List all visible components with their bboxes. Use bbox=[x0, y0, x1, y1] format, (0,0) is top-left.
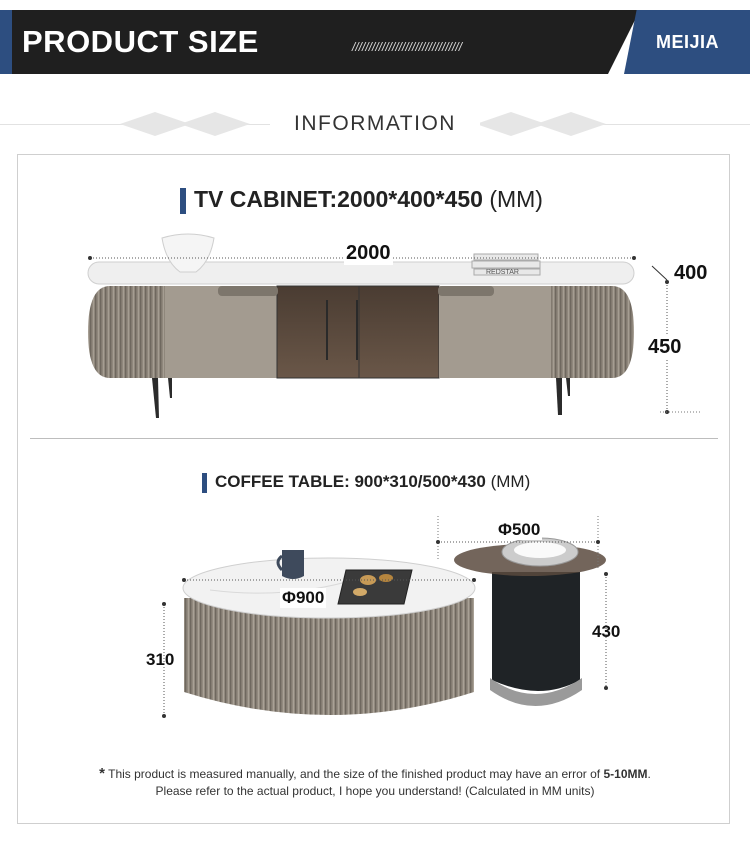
cabinet-glass-door-right bbox=[359, 286, 439, 378]
coffee-table-title: COFFEE TABLE: 900*310/500*430 bbox=[215, 472, 486, 491]
glass-handle-left bbox=[326, 300, 328, 360]
big-diameter-label: Φ900 bbox=[282, 588, 325, 607]
glass-handle-right bbox=[356, 300, 358, 360]
small-height-label: 430 bbox=[592, 622, 621, 641]
small-diameter-label: Φ500 bbox=[498, 520, 541, 539]
mug bbox=[282, 550, 304, 579]
big-height-label: 310 bbox=[146, 650, 175, 669]
section-divider bbox=[30, 438, 718, 439]
cabinet-handle-right bbox=[438, 286, 494, 296]
disclaimer-line-1 bbox=[0, 765, 750, 782]
cabinet-left-end bbox=[88, 286, 165, 378]
cabinet-leg-3 bbox=[556, 378, 562, 415]
tv-depth-label: 400 bbox=[674, 262, 708, 284]
information-heading: INFORMATION bbox=[270, 112, 480, 136]
tv-length-label: 2000 bbox=[346, 242, 391, 264]
heading-bar bbox=[180, 188, 186, 214]
heading-bar bbox=[202, 473, 207, 493]
asterisk-icon: * bbox=[99, 765, 105, 782]
cabinet-handle-left bbox=[218, 286, 278, 296]
diamond-decoration-left-1 bbox=[120, 112, 190, 136]
tv-cabinet-title: TV CABINET:2000*400*450 bbox=[194, 186, 483, 212]
disclaimer-error-range: 5-10MM bbox=[603, 767, 648, 781]
coffee-table-heading bbox=[202, 472, 530, 493]
height-dim-end-top bbox=[665, 280, 669, 284]
coffee-table-illustration bbox=[0, 500, 750, 740]
banner-slash-decoration: ///////////////////////////////// bbox=[352, 40, 463, 54]
disclaimer-prefix: This product is measured manually, and the size of the finished product may have an error of bbox=[108, 767, 601, 781]
diamond-decoration-left-2 bbox=[180, 112, 250, 136]
cabinet-right-door bbox=[439, 286, 551, 378]
tv-cabinet-heading bbox=[180, 186, 543, 214]
tv-height-label: 450 bbox=[648, 336, 682, 358]
tv-cabinet-unit: (MM) bbox=[489, 186, 543, 212]
cabinet-leg-1 bbox=[152, 378, 159, 418]
disclaimer-line-2: Please refer to the actual product, I hope you understand! (Calculated in MM units) bbox=[155, 784, 595, 798]
disclaimer-suffix: . bbox=[647, 767, 651, 781]
cabinet-right-end bbox=[551, 286, 634, 378]
header-banner bbox=[0, 10, 750, 74]
cabinet-leg-4 bbox=[566, 378, 570, 396]
cabinet-leg-2 bbox=[168, 378, 172, 398]
small-table-body bbox=[492, 572, 580, 691]
coffee-table-unit: (MM) bbox=[490, 472, 531, 491]
book-stack-2 bbox=[472, 261, 540, 268]
book-label: REDSTAR bbox=[486, 269, 519, 276]
depth-dim-line bbox=[652, 266, 667, 280]
diamond-decoration-right-2 bbox=[536, 112, 606, 136]
page-title: PRODUCT SIZE bbox=[22, 24, 259, 59]
tray bbox=[338, 570, 412, 604]
brand-name: MEIJIA bbox=[656, 32, 720, 52]
big-table-top bbox=[183, 558, 475, 618]
length-dim-end-right bbox=[632, 256, 636, 260]
cabinet-top bbox=[88, 262, 634, 284]
length-dim-end-left bbox=[88, 256, 92, 260]
diamond-decoration-right-1 bbox=[476, 112, 546, 136]
banner-accent-strip bbox=[0, 10, 12, 74]
cabinet-left-door bbox=[165, 286, 277, 378]
book-stack-1 bbox=[474, 254, 538, 260]
cabinet-glass-door-left bbox=[277, 286, 359, 378]
